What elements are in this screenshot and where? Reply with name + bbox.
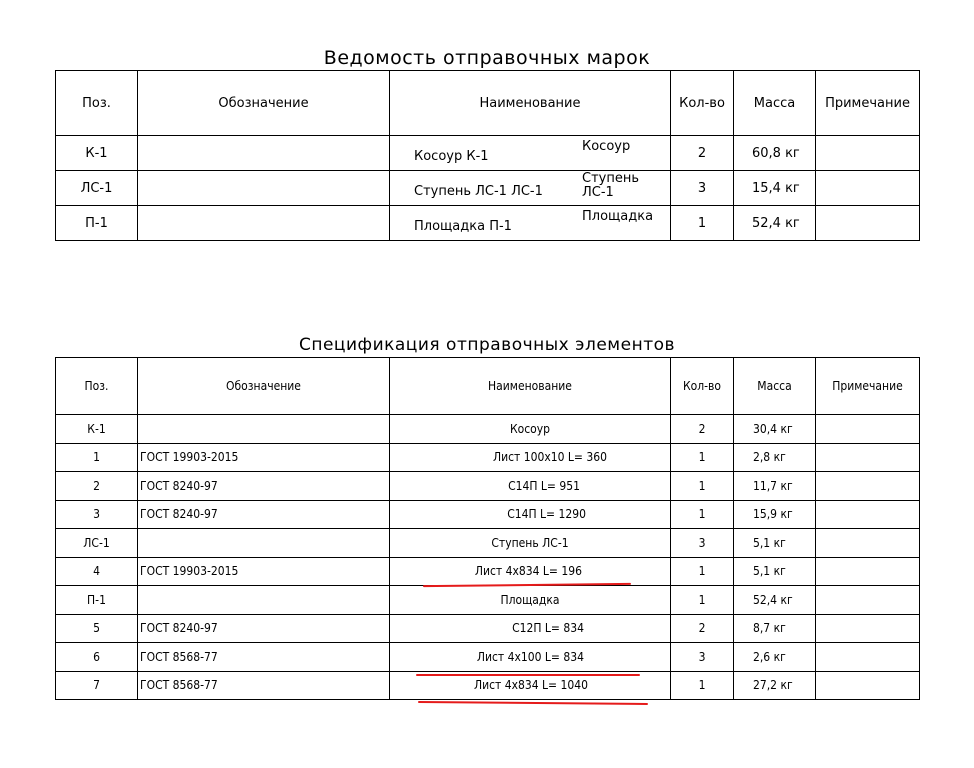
shipping-elements-spec-table <box>55 357 920 700</box>
header-mass: Масса <box>734 358 816 415</box>
header-designation: Обозначение <box>138 358 390 415</box>
cell-name: Ступень ЛС-1 <box>390 529 671 558</box>
cell-pos: К-1 <box>56 415 138 444</box>
cell-name-text: Косоур К-1 <box>414 149 489 164</box>
cell-name: Лист 4x834 L= 196 <box>390 557 671 586</box>
cell-qty: 1 <box>671 500 734 529</box>
cell-mass: 5,1 кг <box>734 557 816 586</box>
cell-qty: 2 <box>671 614 734 643</box>
cell-note <box>816 643 920 672</box>
cell-name-note: Косоур <box>582 139 631 154</box>
cell-designation: ГОСТ 8240-97 <box>138 472 390 501</box>
cell-mass: 11,7 кг <box>734 472 816 501</box>
cell-note <box>816 206 920 241</box>
cell-qty: 3 <box>671 643 734 672</box>
cell-pos: 2 <box>56 472 138 501</box>
table-header-row <box>56 358 920 415</box>
cell-mass: 52,4 кг <box>734 586 816 615</box>
cell-designation <box>138 415 390 444</box>
cell-designation <box>138 136 390 171</box>
cell-designation <box>138 586 390 615</box>
shipping-marks-table <box>55 70 920 241</box>
cell-qty: 3 <box>671 171 734 206</box>
table-row <box>56 643 920 672</box>
cell-name-text: Ступень ЛС-1 ЛС-1 <box>414 184 543 199</box>
cell-qty: 1 <box>671 557 734 586</box>
cell-note <box>816 671 920 700</box>
cell-note <box>816 443 920 472</box>
red-underline-mark <box>416 674 640 676</box>
header-note: Примечание <box>816 358 920 415</box>
cell-pos: ЛС-1 <box>56 529 138 558</box>
cell-name: C14П L= 951 <box>390 472 671 501</box>
cell-pos: 5 <box>56 614 138 643</box>
cell-designation <box>138 206 390 241</box>
cell-name-note: Ступень ЛС-1 <box>582 171 640 200</box>
cell-name-text: Площадка П-1 <box>414 219 512 234</box>
cell-mass: 27,2 кг <box>734 671 816 700</box>
cell-mass: 30,4 кг <box>734 415 816 444</box>
cell-designation: ГОСТ 19903-2015 <box>138 557 390 586</box>
table-row <box>56 472 920 501</box>
cell-mass: 60,8 кг <box>734 136 816 171</box>
table-row <box>56 136 920 171</box>
cell-designation: ГОСТ 19903-2015 <box>138 443 390 472</box>
cell-mass: 15,4 кг <box>734 171 816 206</box>
cell-name: C14П L= 1290 <box>390 500 671 529</box>
header-pos: Поз. <box>56 358 138 415</box>
cell-name: Лист 4x834 L= 1040 <box>390 671 671 700</box>
cell-pos: 4 <box>56 557 138 586</box>
cell-name-note: Площадка <box>582 209 654 224</box>
cell-mass: 15,9 кг <box>734 500 816 529</box>
cell-name: C12П L= 834 <box>390 614 671 643</box>
cell-note <box>816 586 920 615</box>
cell-name <box>390 136 671 171</box>
cell-name: Площадка <box>390 586 671 615</box>
table-header-row <box>56 71 920 136</box>
cell-note <box>816 136 920 171</box>
cell-note <box>816 557 920 586</box>
cell-name <box>390 171 671 206</box>
table-row <box>56 586 920 615</box>
table-row <box>56 614 920 643</box>
cell-mass: 2,6 кг <box>734 643 816 672</box>
table-row <box>56 443 920 472</box>
cell-qty: 3 <box>671 529 734 558</box>
cell-note <box>816 614 920 643</box>
header-mass: Масса <box>734 71 816 136</box>
cell-name: Лист 100x10 L= 360 <box>390 443 671 472</box>
cell-mass: 5,1 кг <box>734 529 816 558</box>
cell-note <box>816 500 920 529</box>
header-name: Наименование <box>390 71 671 136</box>
cell-pos: ЛС-1 <box>56 171 138 206</box>
table-row <box>56 415 920 444</box>
cell-name <box>390 206 671 241</box>
statement-title: Ведомость отправочных марок <box>323 47 651 69</box>
cell-qty: 1 <box>671 586 734 615</box>
red-underline-mark <box>418 701 648 705</box>
cell-pos: П-1 <box>56 586 138 615</box>
cell-designation: ГОСТ 8568-77 <box>138 671 390 700</box>
cell-designation <box>138 529 390 558</box>
cell-designation: ГОСТ 8240-97 <box>138 500 390 529</box>
cell-qty: 1 <box>671 443 734 472</box>
cell-designation: ГОСТ 8568-77 <box>138 643 390 672</box>
table-row <box>56 529 920 558</box>
cell-name: Косоур <box>390 415 671 444</box>
table-row <box>56 206 920 241</box>
cell-pos: К-1 <box>56 136 138 171</box>
cell-pos: 3 <box>56 500 138 529</box>
table-row <box>56 557 920 586</box>
cell-designation: ГОСТ 8240-97 <box>138 614 390 643</box>
cell-note <box>816 415 920 444</box>
cell-pos: 6 <box>56 643 138 672</box>
cell-mass: 2,8 кг <box>734 443 816 472</box>
header-pos: Поз. <box>56 71 138 136</box>
cell-qty: 2 <box>671 136 734 171</box>
header-designation: Обозначение <box>138 71 390 136</box>
cell-note <box>816 472 920 501</box>
header-qty: Кол-во <box>671 71 734 136</box>
cell-pos: П-1 <box>56 206 138 241</box>
table-row <box>56 500 920 529</box>
cell-qty: 1 <box>671 671 734 700</box>
cell-note <box>816 171 920 206</box>
specification-title: Спецификация отправочных элементов <box>298 335 676 355</box>
cell-qty: 2 <box>671 415 734 444</box>
cell-qty: 1 <box>671 206 734 241</box>
header-qty: Кол-во <box>671 358 734 415</box>
header-name: Наименование <box>390 358 671 415</box>
table-row <box>56 171 920 206</box>
cell-qty: 1 <box>671 472 734 501</box>
header-note: Примечание <box>816 71 920 136</box>
cell-name: Лист 4x100 L= 834 <box>390 643 671 672</box>
cell-mass: 8,7 кг <box>734 614 816 643</box>
cell-pos: 7 <box>56 671 138 700</box>
cell-mass: 52,4 кг <box>734 206 816 241</box>
cell-pos: 1 <box>56 443 138 472</box>
cell-designation <box>138 171 390 206</box>
cell-note <box>816 529 920 558</box>
